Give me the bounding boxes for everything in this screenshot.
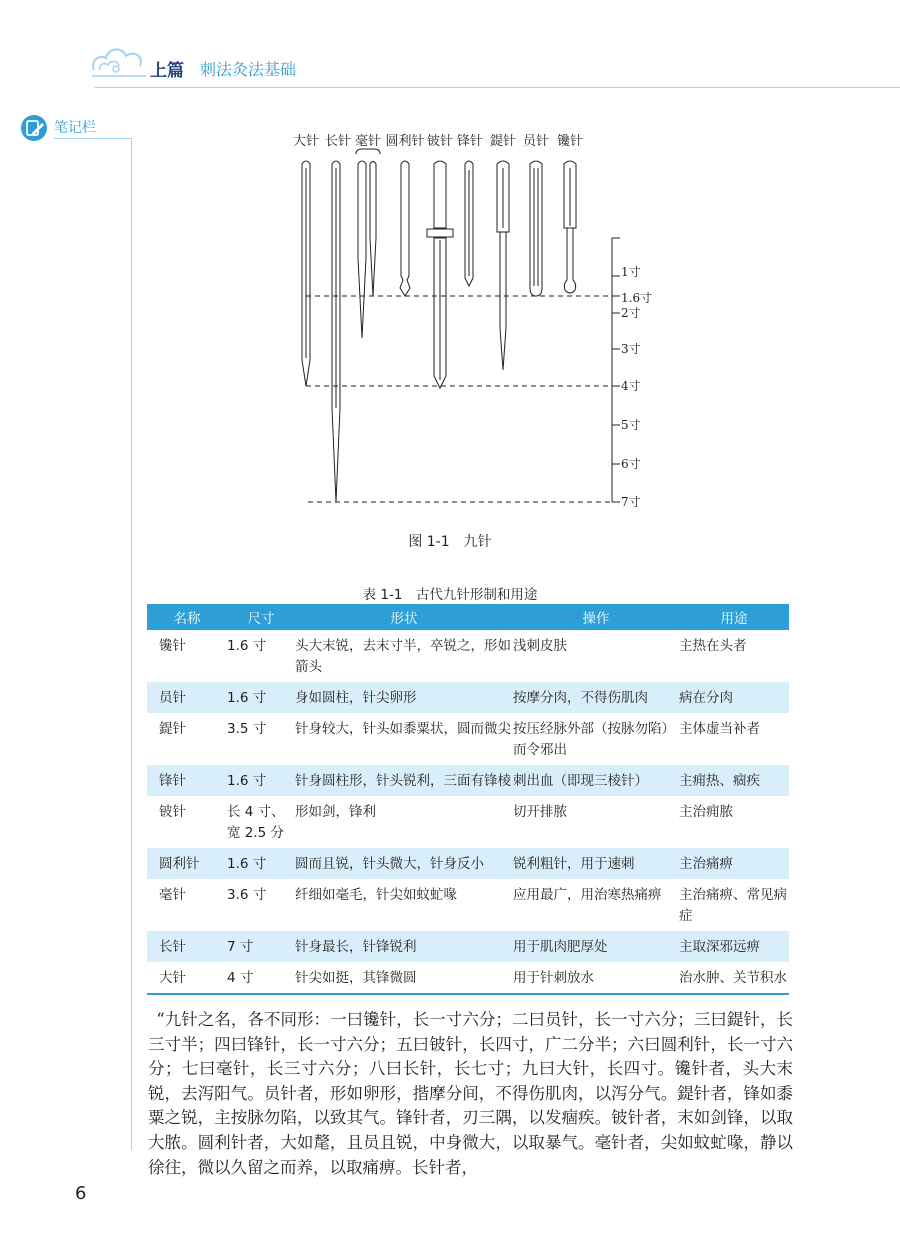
figure-caption: 图 1-1 九针 <box>408 534 492 550</box>
table-row <box>147 630 789 682</box>
cell-operation: 按压经脉外部（按脉勿陷）而令邪出 <box>513 721 675 758</box>
page-number: 6 <box>75 1183 87 1204</box>
cell-size: 1.6 寸 <box>227 638 267 654</box>
cell-name: 长针 <box>147 931 227 962</box>
cell-use: 病在分肉 <box>679 682 789 713</box>
cell-shape: 针身较大，针头如黍粟状，圆而微尖 <box>295 721 511 737</box>
needle-label: 镵针 <box>556 134 584 149</box>
cell-shape: 头大末锐，去末寸半，卒锐之，形如箭头 <box>295 638 511 675</box>
needle-label: 毫针 <box>354 134 382 149</box>
cell-size: 3.5 寸 <box>227 721 267 737</box>
scale-label: 6寸 <box>621 457 641 471</box>
table-row <box>147 796 789 848</box>
cell-operation: 用于针刺放水 <box>513 962 679 994</box>
cell-name: 员针 <box>147 682 227 713</box>
cell-shape: 形如剑，锋利 <box>295 804 376 820</box>
column-header: 用途 <box>679 604 789 630</box>
notes-margin-rule <box>131 140 132 1150</box>
needle-hao <box>358 161 366 338</box>
table-row <box>147 682 789 713</box>
column-header: 尺寸 <box>227 604 295 630</box>
cell-operation: 刺出血（即现三棱针） <box>513 765 679 796</box>
table-row <box>147 879 789 931</box>
needle-yuan <box>530 161 542 296</box>
notes-label: 笔记栏 <box>54 120 96 136</box>
cell-name: 毫针 <box>159 887 186 903</box>
cell-use: 主痈热、痼疾 <box>679 765 789 796</box>
cell-shape: 针身圆柱形，针头锐利，三面有锋棱 <box>295 765 513 796</box>
column-header: 形状 <box>295 604 513 630</box>
cell-name: 圆利针 <box>147 848 227 879</box>
cell-use: 主治痈脓 <box>679 804 733 820</box>
cell-use: 治水肿、关节积水 <box>679 962 789 994</box>
cell-use: 主体虚当补者 <box>679 721 760 737</box>
cell-name: 镵针 <box>159 638 186 654</box>
needle-label: 铍针 <box>426 134 454 149</box>
cell-use: 主治痛痹 <box>679 848 789 879</box>
cell-use: 主取深邪远痹 <box>679 931 789 962</box>
table-row <box>147 962 789 994</box>
scale-label: 1.6寸 <box>621 291 653 305</box>
needle-label: 大针 <box>292 134 320 149</box>
cell-operation: 用于肌肉肥厚处 <box>513 931 679 962</box>
cell-operation: 应用最广，用治寒热痛痹 <box>513 887 662 903</box>
chapter-title: 刺法灸法基础 <box>200 60 297 79</box>
cell-size: 1.6 寸 <box>227 848 295 879</box>
note-pencil-icon <box>20 114 50 142</box>
needle-yuanli <box>400 161 410 296</box>
needle-label: 员针 <box>522 134 550 149</box>
scale-label: 5寸 <box>621 418 641 432</box>
needle-label: 圆利针 <box>385 134 425 149</box>
scale-label: 2寸 <box>621 306 641 320</box>
scale-label: 7寸 <box>621 495 641 509</box>
scale-label: 4寸 <box>621 379 641 393</box>
notes-underline <box>54 138 132 139</box>
cell-operation: 按摩分肉，不得伤肌肉 <box>513 682 679 713</box>
cell-size: 长 4 寸、宽 2.5 分 <box>227 804 285 841</box>
cell-name: 大针 <box>147 962 227 994</box>
nine-needles-table <box>147 604 789 995</box>
page-header <box>0 0 900 110</box>
needle-label: 鍉针 <box>489 134 517 149</box>
nine-needles-figure <box>250 128 670 518</box>
column-header: 名称 <box>147 604 227 630</box>
scale-label: 1寸 <box>621 265 641 279</box>
table-row <box>147 848 789 879</box>
cell-shape: 针身最长，针锋锐利 <box>295 931 513 962</box>
column-header: 操作 <box>513 604 679 630</box>
cell-operation: 切开排脓 <box>513 804 567 820</box>
table-header-row <box>147 604 789 630</box>
cell-shape: 针尖如挺，其锋微圆 <box>295 962 513 994</box>
cell-size: 1.6 寸 <box>227 682 295 713</box>
cell-use: 主治痛痹、常见病症 <box>679 887 787 924</box>
cell-name: 鍉针 <box>159 721 186 737</box>
needle-label: 锋针 <box>456 134 484 149</box>
cell-use: 主热在头者 <box>679 638 747 654</box>
needle-pi-guard <box>427 229 453 237</box>
cell-operation: 浅刺皮肤 <box>513 638 567 654</box>
cell-shape: 纤细如毫毛，针尖如蚊虻喙 <box>295 887 457 903</box>
scale-label: 3寸 <box>621 342 641 356</box>
cell-size: 4 寸 <box>227 962 295 994</box>
cell-size: 1.6 寸 <box>227 765 295 796</box>
table-row <box>147 713 789 765</box>
header-divider <box>95 87 900 88</box>
cell-size: 7 寸 <box>227 931 295 962</box>
cell-name: 锋针 <box>147 765 227 796</box>
needle-label: 长针 <box>324 134 352 149</box>
cell-name: 铍针 <box>159 804 186 820</box>
brace <box>356 149 380 154</box>
needle-pi <box>434 161 446 228</box>
cloud-ornament-icon <box>88 40 150 84</box>
cell-size: 3.6 寸 <box>227 887 267 903</box>
cell-shape: 身如圆柱，针尖卵形 <box>295 682 513 713</box>
cell-shape: 圆而且锐，针头微大，针身反小 <box>295 848 513 879</box>
table-row <box>147 765 789 796</box>
table-row <box>147 931 789 962</box>
part-label: 上篇 <box>150 61 184 81</box>
table-caption: 表 1-1 古代九针形制和用途 <box>362 587 538 603</box>
body-paragraph: “九针之名，各不同形：一曰镵针，长一寸六分；二曰员针，长一寸六分；三曰鍉针，长三寸半；四曰锋针，长一寸六分；五曰铍针，长四寸，广二分半；六曰圆利针，长一寸六分；七曰毫针，长三寸六分；八曰长针，长七寸；九曰大针，长四寸。镵针者，头大末锐，去泻阳气。员针者，形如卵形，揩摩分间，不得伤肌肉，以泻分气。鍉针者，锋如黍粟之锐，主按脉勿陷，以致其气。锋针者，刃三隅，以发痼疾。铍针者，末如剑锋，以取大脓。圆利针者，大如氂，且员且锐，中身微大，以取暴气。毫针者，尖如蚊虻喙，静以徐往，微以久留之而养，以取痛痹。长针者， <box>148 1010 793 1177</box>
cell-operation: 锐利粗针，用于速刺 <box>513 848 679 879</box>
